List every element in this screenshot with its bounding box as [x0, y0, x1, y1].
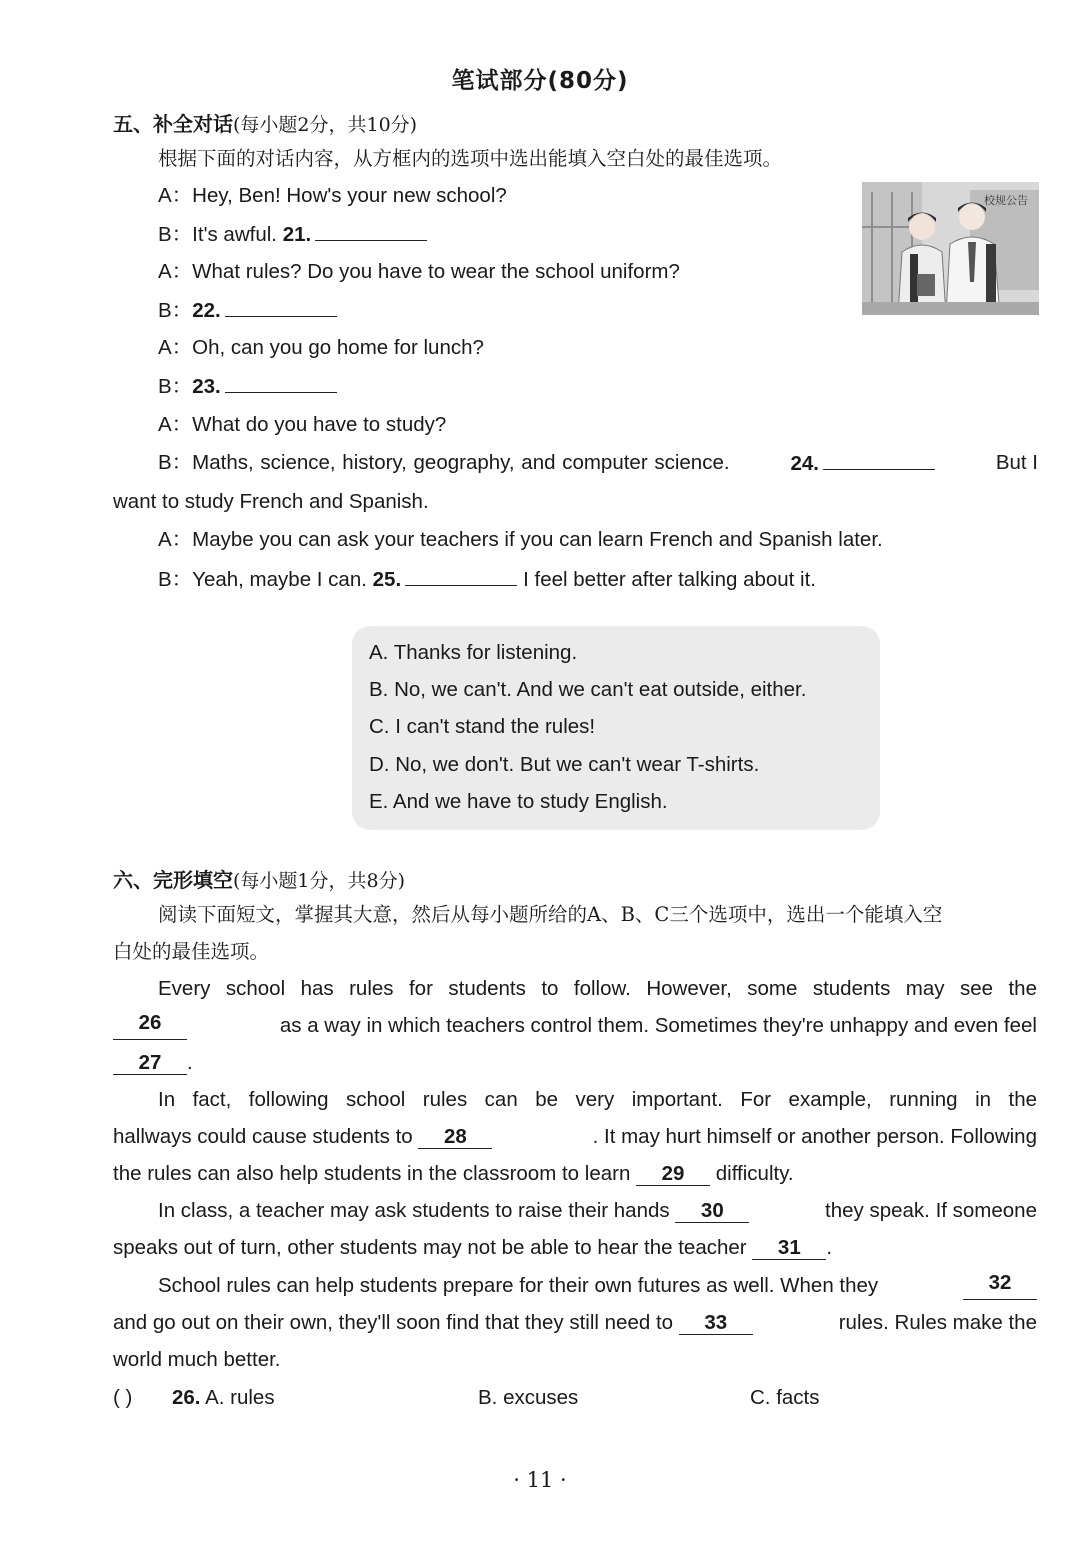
section-5-instruction: 根据下面的对话内容，从方框内的选项中选出能填入空白处的最佳选项。: [158, 147, 783, 170]
passage-line-2: [113, 1012, 1037, 1040]
passage-line-9: [158, 1272, 1037, 1300]
blank-26: 26: [113, 1012, 187, 1040]
blank-31: 31: [752, 1237, 826, 1260]
dialogue-line-9: want to study French and Spanish.: [113, 490, 429, 513]
passage-text: . It may hurt himself or another person. Following: [592, 1125, 1037, 1148]
question-26-option-c: C. facts: [750, 1386, 820, 1409]
passage-line-10: [113, 1309, 1037, 1337]
section-5-title: 五、补全对话: [113, 112, 233, 136]
question-26-option-b: B. excuses: [478, 1386, 579, 1409]
answer-blank-25: [405, 565, 517, 586]
dialogue-line-11: [158, 565, 816, 594]
passage-text: as a way in which teachers control them. Sometimes they're unhappy and even feel: [279, 1014, 1037, 1037]
dialogue-text: B：Maths, science, history, geography, and computer science.: [158, 451, 730, 474]
blank-30: 30: [675, 1200, 749, 1223]
options-box: [352, 626, 880, 830]
passage-line-1: Every school has rules for students to follow. However, some students may see the: [158, 977, 1037, 1000]
dialogue-line-6: [158, 372, 337, 401]
option-b: B. No, we can't. And we can't eat outside, either.: [369, 678, 807, 701]
answer-blank-21: [315, 220, 427, 241]
passage-line-3: [113, 1049, 193, 1077]
dialogue-line-3: A：What rules? Do you have to wear the school uniform?: [158, 260, 680, 283]
answer-blank-24: [823, 449, 935, 470]
blank-29: 29: [636, 1163, 710, 1186]
question-number-24: 24.: [790, 452, 819, 475]
dialogue-text: But I: [995, 451, 1038, 474]
blank-27: 27: [113, 1052, 187, 1075]
passage-text: .: [187, 1051, 193, 1074]
section-6-title: 六、完形填空: [113, 868, 233, 892]
dialogue-line-5: A：Oh, can you go home for lunch?: [158, 336, 484, 359]
passage-text: rules. Rules make the: [838, 1311, 1037, 1334]
dialogue-line-2: [158, 220, 427, 249]
dialogue-line-4: [158, 296, 337, 325]
passage-line-4: In fact, following school rules can be very important. For example, running in the: [158, 1088, 1037, 1111]
passage-line-8: [113, 1234, 832, 1262]
page-number: · 11 ·: [513, 1468, 567, 1492]
dialogue-text: B：Yeah, maybe I can.: [158, 568, 367, 591]
dialogue-text: B：It's awful.: [158, 223, 277, 246]
dialogue-line-1: A：Hey, Ben! How's your new school?: [158, 184, 507, 207]
question-26-answer-paren: ( ): [113, 1386, 133, 1409]
option-c: C. I can't stand the rules!: [369, 715, 596, 738]
passage-text: and go out on their own, they'll soon find that they still need to: [113, 1311, 674, 1334]
blank-33: 33: [679, 1312, 753, 1335]
passage-text: speaks out of turn, other students may not be able to hear the teacher: [113, 1236, 747, 1259]
passage-line-7: [158, 1197, 1037, 1225]
notice-board-sign: 校规公告: [984, 194, 1028, 207]
question-26: [172, 1384, 275, 1412]
question-26-option-a: A. rules: [205, 1386, 275, 1409]
passage-text: hallways could cause students to: [113, 1125, 413, 1148]
dialogue-line-10: A：Maybe you can ask your teachers if you can learn French and Spanish later.: [158, 528, 883, 551]
answer-blank-23: [225, 372, 337, 393]
section-6-heading: [113, 864, 405, 893]
dialogue-text: B：: [158, 375, 193, 398]
option-e: E. And we have to study English.: [369, 790, 668, 813]
passage-text: they speak. If someone: [825, 1199, 1037, 1222]
question-26-number: 26.: [172, 1386, 201, 1409]
passage-text: difficulty.: [715, 1162, 794, 1185]
option-a: A. Thanks for listening.: [369, 641, 578, 664]
section-5-note: (每小题2分，共10分): [233, 114, 418, 136]
passage-text: In class, a teacher may ask students to raise their hands: [158, 1199, 670, 1222]
passage-text: the rules can also help students in the classroom to learn: [113, 1162, 631, 1185]
page-title: 笔试部分(80分): [451, 68, 629, 94]
dialogue-line-7: A：What do you have to study?: [158, 413, 447, 436]
blank-28: 28: [418, 1126, 492, 1149]
question-number-23: 23.: [192, 375, 221, 398]
question-number-21: 21.: [282, 223, 312, 246]
passage-text: .: [826, 1236, 833, 1259]
section-6-instruction-2: 白处的最佳选项。: [113, 940, 270, 963]
option-d: D. No, we don't. But we can't wear T-shirts.: [369, 753, 760, 776]
section-6-note: (每小题1分，共8分): [233, 870, 406, 892]
section-5-heading: [113, 108, 417, 137]
passage-line-11: world much better.: [113, 1348, 281, 1371]
passage-text: School rules can help students prepare for their own futures as well. When they: [158, 1274, 879, 1297]
section-6-instruction-1: 阅读下面短文，掌握其大意，然后从每小题所给的A、B、C三个选项中，选出一个能填入空: [158, 903, 943, 926]
blank-32: 32: [963, 1272, 1037, 1300]
question-number-22: 22.: [192, 299, 221, 322]
students-illustration: [862, 182, 1039, 315]
answer-blank-22: [225, 296, 337, 317]
dialogue-line-8: [158, 449, 1038, 478]
dialogue-text: B：: [158, 299, 193, 322]
passage-line-5: [113, 1123, 1037, 1151]
dialogue-text: I feel better after talking about it.: [523, 568, 817, 591]
question-number-25: 25.: [372, 568, 402, 591]
passage-line-6: [113, 1160, 794, 1188]
